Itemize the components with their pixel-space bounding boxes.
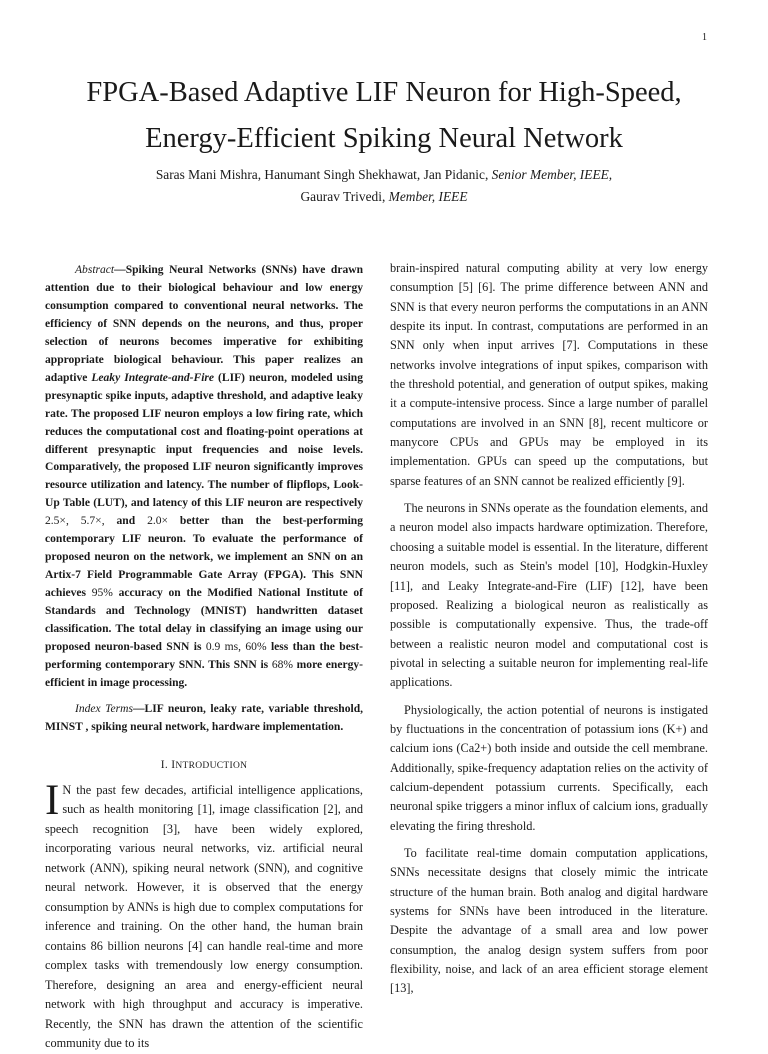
introduction-text: N the past few decades, artificial intelligence applications, such as health monitoring [1], image classification [2], and speech recognition [3], have been widely explored, incorporating various neural networks, viz. artificial neural network (ANN), spiking neural network (SNN), and cognitive neural network. However, it is observed that the energy consumption by ANNs is high due to complex computations for inference and training. On the other hand, the human brain contains 86 billion neurons [4] can handle real-time and more complex tasks with tremendously low energy consumption. Therefore, designing an area and energy-efficient neural network with high throughput and accuracy is imperative. Recently, the SNN has drawn the attention of the scientific community due to its	[45, 782, 363, 1051]
introduction-paragraph	[45, 776, 363, 1054]
left-column	[45, 262, 363, 1054]
drop-cap: I	[45, 776, 60, 824]
abstract-math-2: 2.0×	[147, 515, 169, 528]
body-paragraph: Physiologically, the action potential of neurons is instigated by fluctuations in the concentration of potassium ions (K+) and calcium ions (Ca2+) both inside and outside the cell membrane. Additionally, spike-frequency adaptation relies on the activity of calcium-dependent potassium currents. Specifically, each neuronal spike triggers a minor influx of calcium ions, gradually elevating the firing threshold.	[390, 702, 708, 833]
author-names-line-1: Saras Mani Mishra, Hanumant Singh Shekhawat, Jan Pidanic,	[155, 167, 489, 182]
body-paragraph: brain-inspired natural computing ability at very low energy consumption [5] [6]. The prime difference between ANN and SNN is that every neuron performs the computations in an ANN despite its input. In contrast, computations are performed in an SNN only when input arrives [7]. Computations in these networks involve integrations of input spikes, comparison with the threshold potential, and generation of output spikes, making it a compute-intensive process. Since a large number of parallel computations are involved in an SNN [8], recent multicore or manycore CPUs and GPUs may be employed in its implementation. GPUs can speed up the computations, but sparse features of an SNN cannot be realized efficiently [9].	[390, 261, 708, 488]
section-numeral: I.	[160, 758, 169, 771]
abstract-label: Abstract	[75, 264, 115, 276]
right-column	[390, 259, 708, 999]
title-line-1: FPGA-Based Adaptive LIF Neuron for High-Speed,	[86, 77, 682, 108]
abstract-text-1: Spiking Neural Networks (SNNs) have drawn attention due to their biological behaviour and low energy consumption compared to conventional neural networks. The efficiency of SNN depends on the neurons, and thus, proper selection of neurons becomes imperative for exhibiting appropriate biological behaviour. This paper realizes an adaptive	[45, 264, 363, 384]
abstract-text-2: (LIF) neuron, modeled using presynaptic spike inputs, adaptive threshold, and adaptive leaky rate. The proposed LIF neuron employs a low firing rate, which reduces the computational cost and floating-point operations at different presynaptic input frequencies and noise levels. Comparatively, the proposed LIF neuron significantly improves resource utilization and latency. The number of flipflops, Look-Up Table (LUT), and latency of this LIF neuron are respectively	[45, 371, 363, 510]
abstract	[45, 262, 363, 693]
section-title-rest: NTRODUCTION	[175, 760, 248, 771]
author-list	[40, 164, 728, 208]
abstract-math-5: 68%	[271, 658, 293, 671]
abstract-italic-term: Leaky Integrate-and-Fire	[91, 371, 215, 384]
abstract-text-6: less than the best-performing contemporary SNN. This SNN is	[45, 641, 364, 671]
body-paragraph: The neurons in SNNs operate as the foundation elements, and a neuron model also impacts hardware optimization. Therefore, choosing a suitable model is essential. In the literature, different neuron models, such as Stein's model [10], Hodgkin-Huxley [11], and Leaky Integrate-and-Fire (LIF) [12], have been proposed. Realizing a biological neuron as realistically as possible is computationally expensive. Thus, the trade-off between a realistic neuron model and computational cost is pivotal in selecting a suitable neuron for implementing real-life applications.	[390, 501, 708, 690]
index-terms-text: LIF neuron, leaky rate, variable threshold, MINST , spiking neural network, hardware implementation.	[45, 702, 364, 733]
index-terms-label: Index Terms	[75, 702, 133, 715]
page-number: 1	[702, 32, 707, 43]
body-paragraph: To facilitate real-time domain computation applications, SNNs necessitate designs that closely mimic the intricate structure of the human brain. Both analog and digital hardware systems for SNNs have been introduced in the literature. Despite the advantage of a small area and low power consumption, the analog design system suffers from poor flexibility, noise, and lack of an area efficient storage element [13],	[390, 845, 708, 996]
abstract-text-3: and	[104, 515, 148, 528]
abstract-math-1: 2.5×, 5.7×,	[45, 515, 105, 528]
abstract-text-7: more energy-efficient in image processing.	[45, 658, 363, 689]
index-terms	[45, 700, 363, 736]
author-name-line-2: Gaurav Trivedi,	[300, 189, 386, 204]
abstract-math-4: 0.9 ms, 60%	[205, 641, 267, 654]
author-role-line-1: Senior Member, IEEE,	[491, 167, 613, 182]
abstract-math-3: 95%	[91, 587, 113, 600]
title-line-2: Energy-Efficient Spiking Neural Network	[145, 123, 623, 154]
index-terms-dash: —	[133, 702, 145, 715]
author-role-line-2: Member, IEEE	[388, 189, 468, 204]
section-heading-introduction	[45, 758, 363, 773]
abstract-text-4: better than the best-performing contemporary LIF neuron. To evaluate the performance of proposed neuron on the network, we implement an SNN on an Artix-7 Field Programmable Gate Array (FPGA). This SNN achieves	[45, 515, 363, 600]
abstract-dash: —	[114, 264, 126, 276]
abstract-text-5: accuracy on the Modified National Institute of Standards and Technology (MNIST) handwritten dataset classification. The total delay in classifying an image using our proposed neuron-based SNN is	[45, 587, 363, 654]
section-title-first-letter: I	[171, 758, 176, 771]
paper-title	[40, 70, 728, 162]
